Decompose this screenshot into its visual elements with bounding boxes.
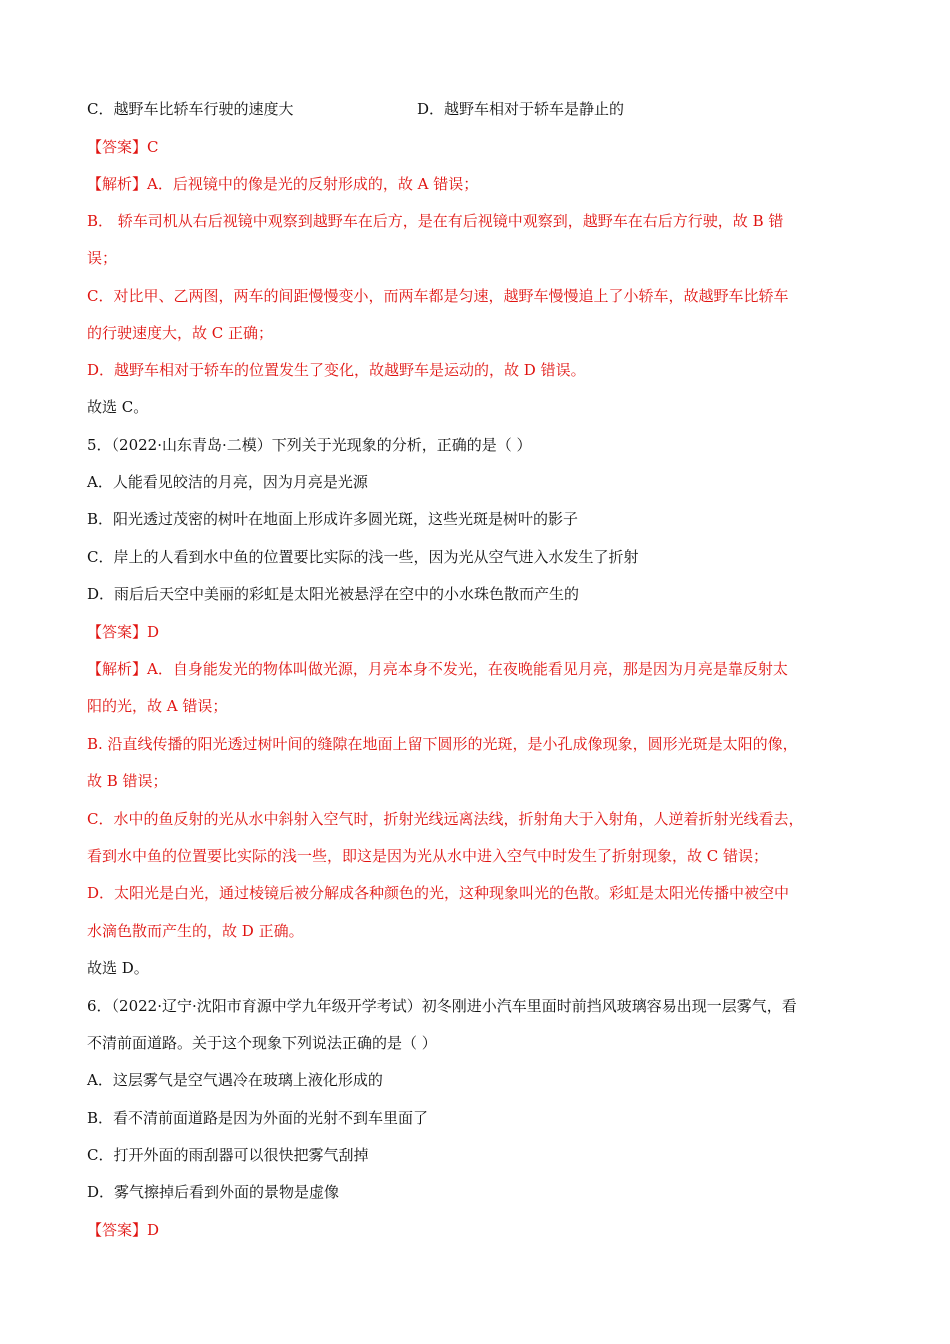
q5-analysis-line: 看到水中鱼的位置要比实际的浅一些，即这是因为光从水中进入空气中时发生了折射现象，故 C 错误； bbox=[87, 847, 769, 865]
q5-conclusion: 故选 D。 bbox=[87, 959, 149, 977]
q4-option-row bbox=[87, 99, 877, 119]
q4-answer: 【答案】C bbox=[87, 138, 159, 156]
q6-answer: 【答案】D bbox=[87, 1221, 160, 1239]
q6-stem-line: 6．（2022·辽宁·沈阳市育源中学九年级开学考试）初冬刚进小汽车里面时前挡风玻璃容易出现一层雾气，看 bbox=[87, 997, 797, 1015]
q4-analysis-line: 的行驶速度大，故 C 正确； bbox=[87, 324, 274, 342]
q5-stem: 5．（2022·山东青岛·二模）下列关于光现象的分析，正确的是（ ） bbox=[87, 436, 532, 454]
q4-option-c: C．越野车比轿车行驶的速度大 bbox=[87, 100, 294, 118]
q4-analysis-line: D．越野车相对于轿车的位置发生了变化，故越野车是运动的，故 D 错误。 bbox=[87, 361, 586, 379]
q5-analysis-line: B. 沿直线传播的阳光透过树叶间的缝隙在地面上留下圆形的光斑，是小孔成像现象，圆形光斑是太阳的像， bbox=[87, 735, 798, 753]
q5-option-c: C．岸上的人看到水中鱼的位置要比实际的浅一些，因为光从空气进入水发生了折射 bbox=[87, 548, 639, 566]
q6-option-c: C．打开外面的雨刮器可以很快把雾气刮掉 bbox=[87, 1146, 369, 1164]
q4-analysis-line: 误； bbox=[87, 249, 118, 267]
q4-option-d: D．越野车相对于轿车是静止的 bbox=[417, 100, 625, 118]
q6-option-d: D．雾气擦掉后看到外面的景物是虚像 bbox=[87, 1183, 340, 1201]
q4-analysis-line: 【解析】A．后视镜中的像是光的反射形成的，故 A 错误； bbox=[87, 175, 479, 193]
q6-stem-line: 不清前面道路。关于这个现象下列说法正确的是（ ） bbox=[87, 1034, 437, 1052]
q5-analysis-line: C．水中的鱼反射的光从水中斜射入空气时，折射光线远离法线，折射角大于入射角，人逆着折射光线看去， bbox=[87, 810, 804, 828]
q5-analysis-line: 故 B 错误； bbox=[87, 772, 168, 790]
q5-option-a: A．人能看见皎洁的月亮，因为月亮是光源 bbox=[87, 473, 368, 491]
q5-option-d: D．雨后后天空中美丽的彩虹是太阳光被悬浮在空中的小水珠色散而产生的 bbox=[87, 585, 580, 603]
q4-conclusion: 故选 C。 bbox=[87, 398, 149, 416]
q4-analysis-line: C．对比甲、乙两图，两车的间距慢慢变小，而两车都是匀速，越野车慢慢追上了小轿车，故越野车比轿车 bbox=[87, 287, 789, 305]
q5-answer: 【答案】D bbox=[87, 623, 160, 641]
q5-analysis-line: 阳的光，故 A 错误； bbox=[87, 697, 228, 715]
q5-analysis-line: D．太阳光是白光，通过棱镜后被分解成各种颜色的光，这种现象叫光的色散。彩虹是太阳光传播中被空中 bbox=[87, 884, 790, 902]
q6-option-b: B．看不清前面道路是因为外面的光射不到车里面了 bbox=[87, 1109, 429, 1127]
q6-option-a: A．这层雾气是空气遇冷在玻璃上液化形成的 bbox=[87, 1071, 383, 1089]
q4-analysis-line: B． 轿车司机从右后视镜中观察到越野车在后方，是在有后视镜中观察到，越野车在右后方行驶，故 B 错 bbox=[87, 212, 784, 230]
q5-analysis-line: 水滴色散而产生的，故 D 正确。 bbox=[87, 922, 304, 940]
q5-option-b: B．阳光透过茂密的树叶在地面上形成许多圆光斑，这些光斑是树叶的影子 bbox=[87, 510, 579, 528]
q5-analysis-line: 【解析】A．自身能发光的物体叫做光源，月亮本身不发光，在夜晚能看见月亮，那是因为月亮是靠反射太 bbox=[87, 660, 788, 678]
